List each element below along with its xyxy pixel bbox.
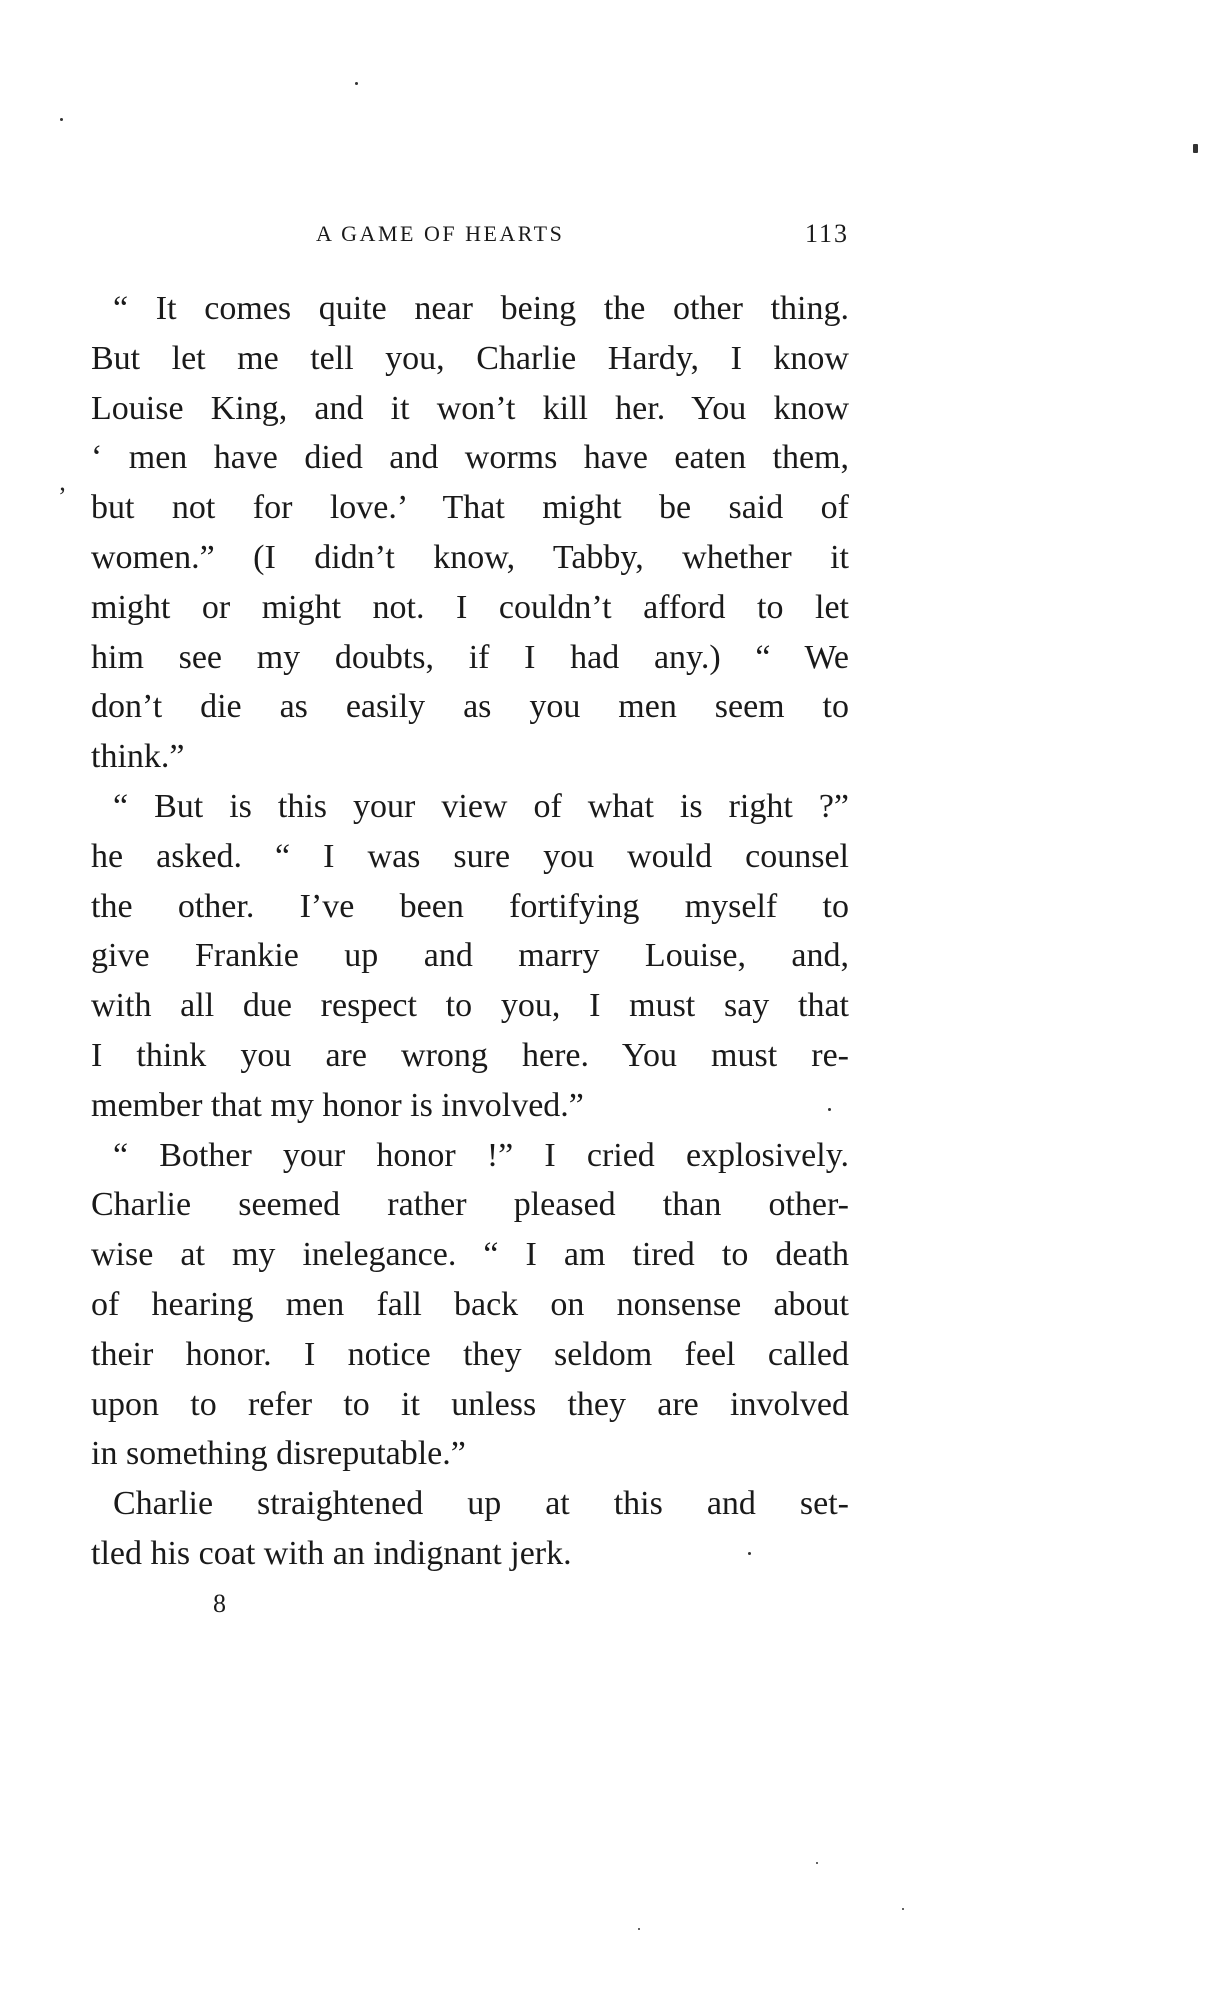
text-line: with all due respect to you, I must say that [91, 987, 849, 1025]
text-line: their honor. I notice they seldom feel called [91, 1335, 849, 1373]
text-line: Charlie straightened up at this and set- [113, 1485, 849, 1523]
text-line: women.” (I didn’t know, Tabby, whether it [91, 538, 849, 576]
scan-speck [828, 1108, 831, 1111]
scan-speck [638, 1928, 640, 1930]
text-line: Charlie seemed rather pleased than other- [91, 1186, 849, 1224]
text-line: think.” [91, 738, 185, 776]
text-line: of hearing men fall back on nonsense about [91, 1285, 849, 1323]
scan-speck [816, 1862, 818, 1864]
scan-speck [1193, 144, 1198, 153]
margin-mark: ’ [58, 482, 67, 511]
text-line: “ It comes quite near being the other thing. [113, 290, 849, 327]
text-line: wise at my inelegance. “ I am tired to death [91, 1236, 849, 1274]
text-line: in something disreputable.” [91, 1435, 466, 1473]
text-line: But let me tell you, Charlie Hardy, I know [91, 339, 849, 377]
text-line: ‘ men have died and worms have eaten them, [91, 439, 849, 477]
text-line: upon to refer to it unless they are involved [91, 1385, 849, 1423]
text-line: Louise King, and it won’t kill her. You know [91, 389, 849, 427]
body-text [91, 284, 849, 1579]
text-line: don’t die as easily as you men seem to [91, 688, 849, 726]
page-number: 113 [804, 219, 849, 248]
text-line: give Frankie up and marry Louise, and, [91, 937, 849, 975]
text-line: “ But is this your view of what is right ?” [113, 787, 849, 825]
text-line: him see my doubts, if I had any.) “ We [91, 638, 849, 676]
text-line: member that my honor is involved.” [91, 1086, 584, 1124]
scan-speck [355, 82, 358, 85]
scan-speck [748, 1552, 751, 1555]
running-head [91, 214, 849, 254]
scan-speck [60, 118, 63, 121]
text-line: he asked. “ I was sure you would counsel [91, 837, 849, 875]
signature-mark: 8 [213, 1589, 226, 1618]
text-line: “ Bother your honor !” I cried explosively. [113, 1136, 849, 1174]
text-line: might or might not. I couldn’t afford to let [91, 588, 849, 626]
text-line: the other. I’ve been fortifying myself to [91, 887, 849, 925]
text-line: but not for love.’ That might be said of [91, 489, 849, 527]
scan-speck [902, 1908, 904, 1910]
running-title: A GAME OF HEARTS [316, 221, 565, 246]
text-line: I think you are wrong here. You must re- [91, 1036, 849, 1074]
text-line: tled his coat with an indignant jerk. [91, 1534, 572, 1572]
